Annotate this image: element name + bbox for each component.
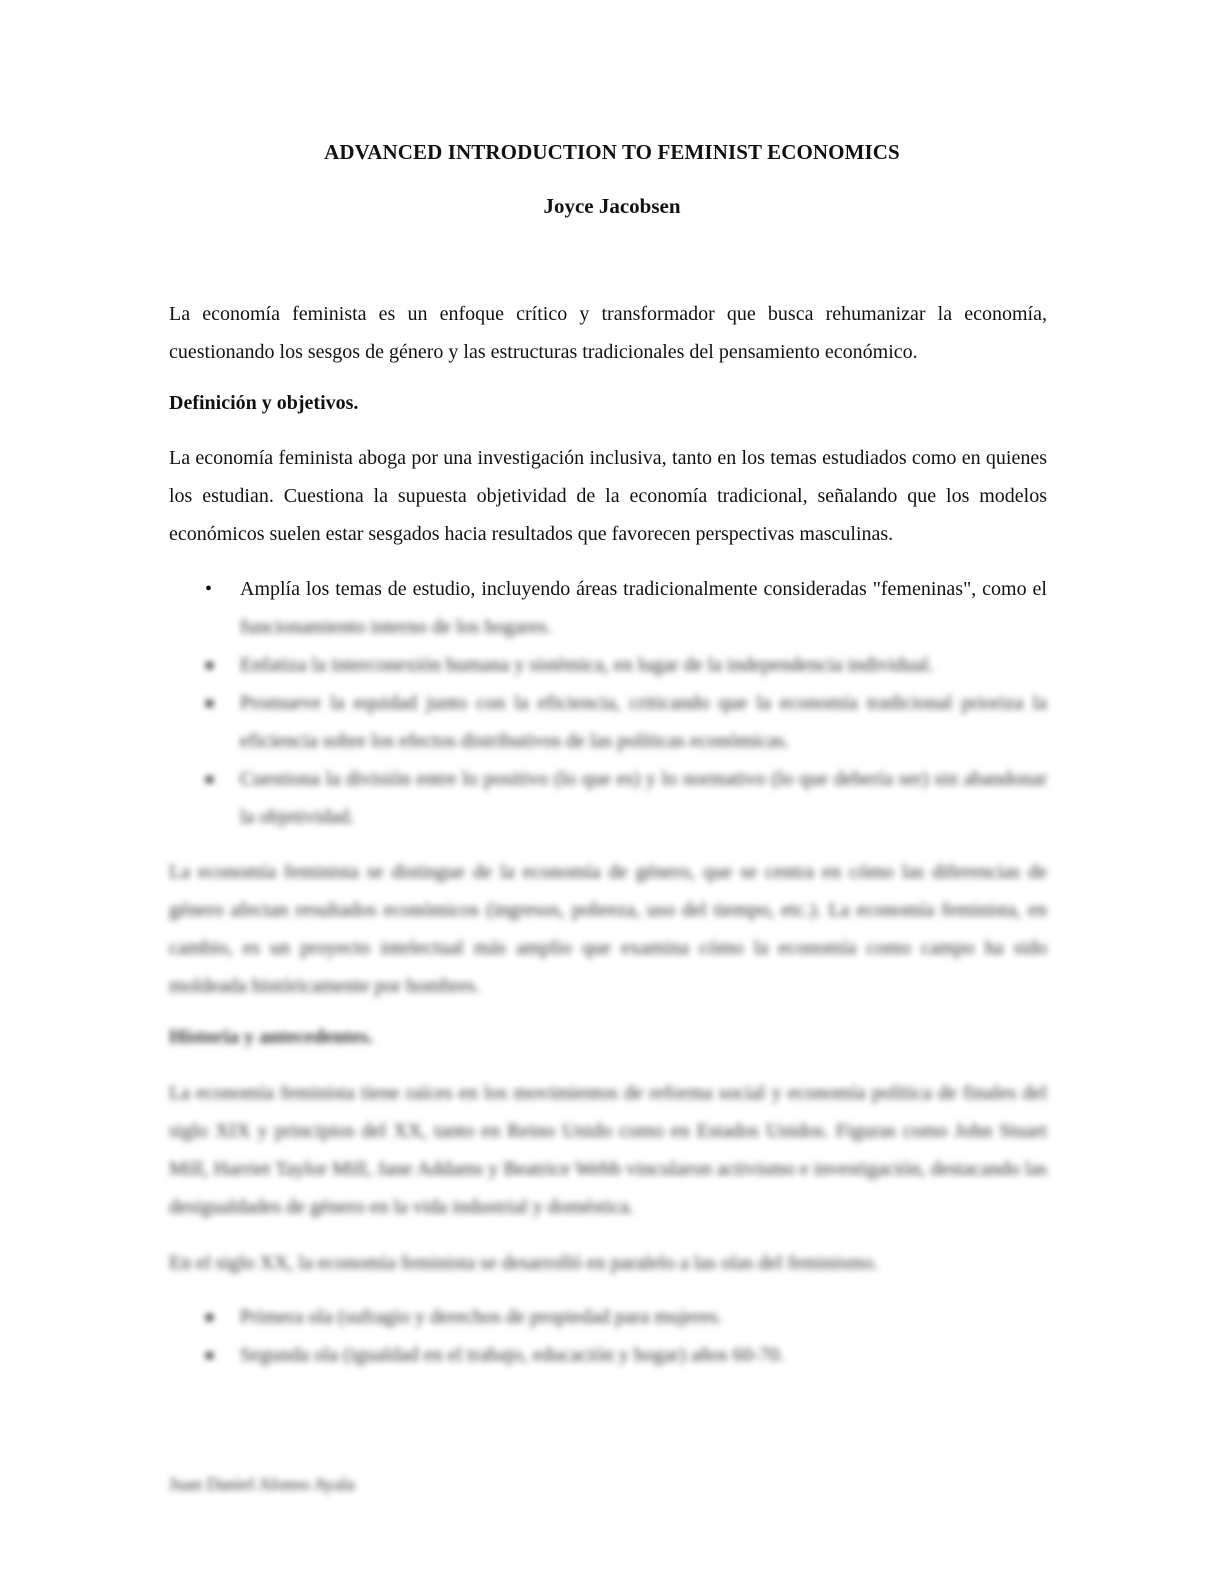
list-item-text: Amplía los temas de estudio, incluyendo áreas tradicionalmente consideradas "femeninas", como el bbox=[240, 578, 1047, 600]
list-item: Primera ola (sufragio y derechos de propiedad para mujeres. bbox=[169, 1298, 1047, 1336]
document-author: Joyce Jacobsen bbox=[543, 194, 681, 218]
objectives-list-blurred bbox=[169, 646, 1047, 836]
bullet-dot-icon: • bbox=[205, 578, 213, 600]
list-item: Cuestiona la división entre lo positivo (lo que es) y lo normativo (lo que debería ser) sin abandonar la objetividad. bbox=[169, 760, 1047, 836]
history-paragraph-2: En el siglo XX, la economía feminista se desarrolló en paralelo a las olas del feminismo. bbox=[169, 1252, 879, 1274]
bullet-square-icon bbox=[206, 662, 213, 669]
waves-list bbox=[169, 1298, 1047, 1374]
bullet-square-icon bbox=[206, 700, 213, 707]
list-item: Enfatiza la interconexión humana y sistémica, en lugar de la independencia individual. bbox=[169, 646, 1047, 684]
list-item bbox=[169, 570, 1047, 608]
gender-economics-paragraph: La economía feminista se distingue de la economía de género, que se centra en cómo las diferencias de género afectan resultados económicos (ingresos, pobreza, uso del tiempo, etc.). La economía feminista, en cambio, es un proyecto intelectual más amplio que examina cómo la economía como campo ha sido moldeada históricamente por hombres. bbox=[169, 861, 1047, 997]
objectives-list bbox=[169, 570, 1047, 608]
history-paragraph: La economía feminista tiene raíces en los movimientos de reforma social y economía política de finales del siglo XIX y principios del XX, tanto en Reino Unido como en Estados Unidos. Figuras como John Stuart Mill, Harriet Taylor Mill, Jane Addams y Beatrice Webb vincularon activismo e investigación, destacando las desigualdades de género en la vida industrial y doméstica. bbox=[169, 1082, 1047, 1218]
section-heading-history: Historia y antecedentes. bbox=[169, 1026, 373, 1048]
bullet-square-icon bbox=[206, 776, 213, 783]
document-title: ADVANCED INTRODUCTION TO FEMINIST ECONOMICS bbox=[324, 140, 900, 164]
list-item-continuation: funcionamiento interno de los hogares. bbox=[240, 616, 552, 638]
bullet-square-icon bbox=[206, 1352, 213, 1359]
intro-paragraph: La economía feminista es un enfoque crítico y transformador que busca rehumanizar la economía, cuestionando los sesgos de género y las estructuras tradicionales del pensamiento económico. bbox=[169, 303, 1047, 363]
section-heading-definition: Definición y objetivos. bbox=[169, 392, 359, 414]
definition-paragraph: La economía feminista aboga por una investigación inclusiva, tanto en los temas estudiados como en quienes los estudian. Cuestiona la supuesta objetividad de la economía tradicional, señalando que los modelos económicos suelen estar sesgados hacia resultados que favorecen perspectivas masculinas. bbox=[169, 447, 1047, 545]
list-item: Promueve la equidad junto con la eficiencia, criticando que la economía tradicional prioriza la eficiencia sobre los efectos distributivos de las políticas económicas. bbox=[169, 684, 1047, 760]
page-footer: Juan Daniel Alonso Ayala bbox=[169, 1474, 355, 1494]
bullet-square-icon bbox=[206, 1314, 213, 1321]
list-item: Segunda ola (igualdad en el trabajo, educación y hogar) años 60-70. bbox=[169, 1336, 1047, 1374]
